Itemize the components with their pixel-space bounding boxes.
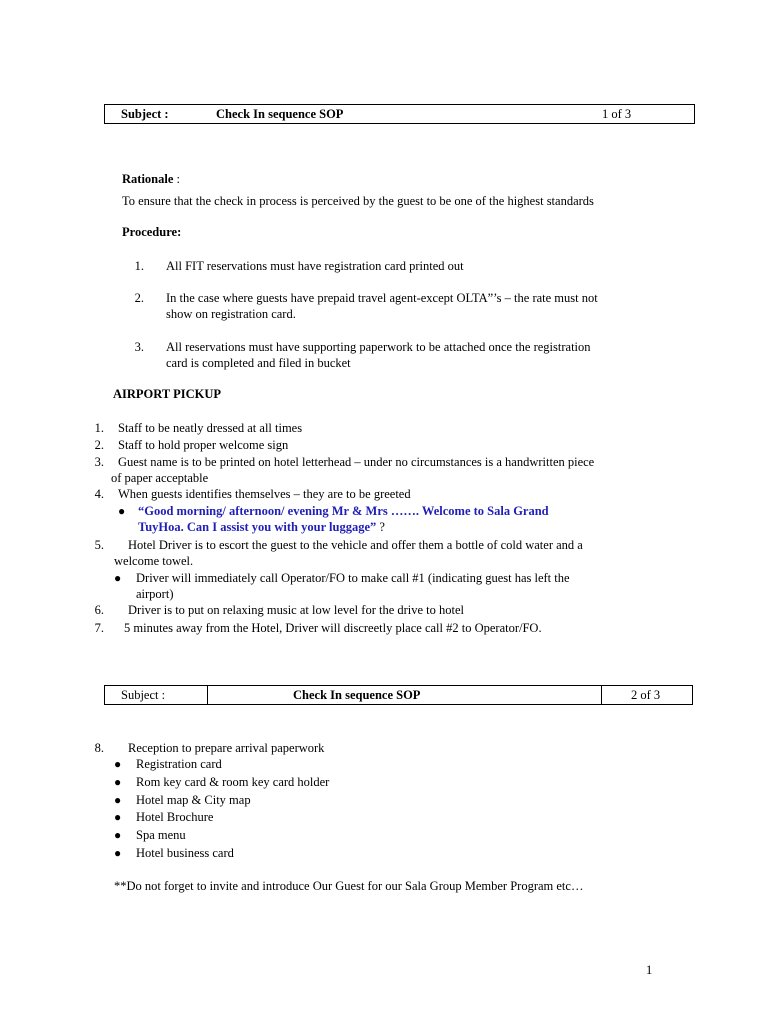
procedure-heading: Procedure: <box>122 225 182 239</box>
bullet-icon: ● <box>114 793 122 807</box>
bullet-icon: ● <box>118 504 126 518</box>
rationale-heading: Rationale : <box>122 172 180 186</box>
bullet-icon: ● <box>114 828 122 842</box>
bullet-icon: ● <box>114 775 122 789</box>
bullet-icon: ● <box>114 757 122 771</box>
page-indicator: 2 of 3 <box>631 688 661 702</box>
document-page: Subject : Check In sequence SOP 1 of 3 Rationale : To ensure that the check in process is perceived by the guest to be one of the highest standards Procedure: 1. All FIT reservations must have registration card printed out 2. In the case where guests have prepaid travel agent-except OLTA”’s – the rate must not show on registration card. 3. All reservations must have supporting paperwork to be attached once the registration card is completed and filed in bucket AIRPORT PICKUP 1. Staff to be neatly dressed at all times 2. Staff to hold proper welcome sign 3. Guest name is to be printed on hotel letterhead – under no circumstances is a handwritten piece of paper acceptable 4. When guests identifies themselves – they are to be greeted ● “Good morning/ afternoon/ evening Mr & Mrs ……. Welcome to Sala Grand TuyHoa. Can I assist you with your luggage” ? 5. Hotel Driver is to escort the guest to the vehicle and offer them a bottle of cold water and a welcome towel. ● Driver will immediately call Operator/FO to make call #1 (indicating guest has left the airport) 6. Driver is to put on relaxing music at low level for the drive to hotel 7. 5 minutes away from the Hotel, Driver will discreetly place call #2 to Operator/FO. Subject : Check In sequence SOP 2 of 3 8. Reception to prepare arrival paperwork ● Registration card ● Rom key card & room key card holder ● Hotel map & City map ● Hotel Brochure ● Spa menu ● Hotel business card **Do not forget to invite and introduce Our Guest for our Sala Group Member Program etc… 1 <box>0 0 768 1024</box>
cell-divider <box>207 686 208 704</box>
page-number: 1 <box>646 963 653 977</box>
subject-label: Subject : <box>121 107 169 121</box>
rationale-text: To ensure that the check in process is perceived by the guest to be one of the highest standards <box>122 194 594 208</box>
subject-title: Check In sequence SOP <box>216 107 344 121</box>
bullet-icon: ● <box>114 846 122 860</box>
bullet-icon: ● <box>114 810 122 824</box>
header-box-1 <box>104 104 695 124</box>
subject-label: Subject : <box>121 688 166 702</box>
member-program-note: **Do not forget to invite and introduce Our Guest for our Sala Group Member Program etc… <box>114 879 584 893</box>
subject-title: Check In sequence SOP <box>293 688 421 702</box>
page-indicator: 1 of 3 <box>602 107 632 121</box>
cell-divider <box>601 686 602 704</box>
bullet-icon: ● <box>114 571 122 585</box>
header-box-2 <box>104 685 693 705</box>
airport-heading: AIRPORT PICKUP <box>113 387 222 401</box>
